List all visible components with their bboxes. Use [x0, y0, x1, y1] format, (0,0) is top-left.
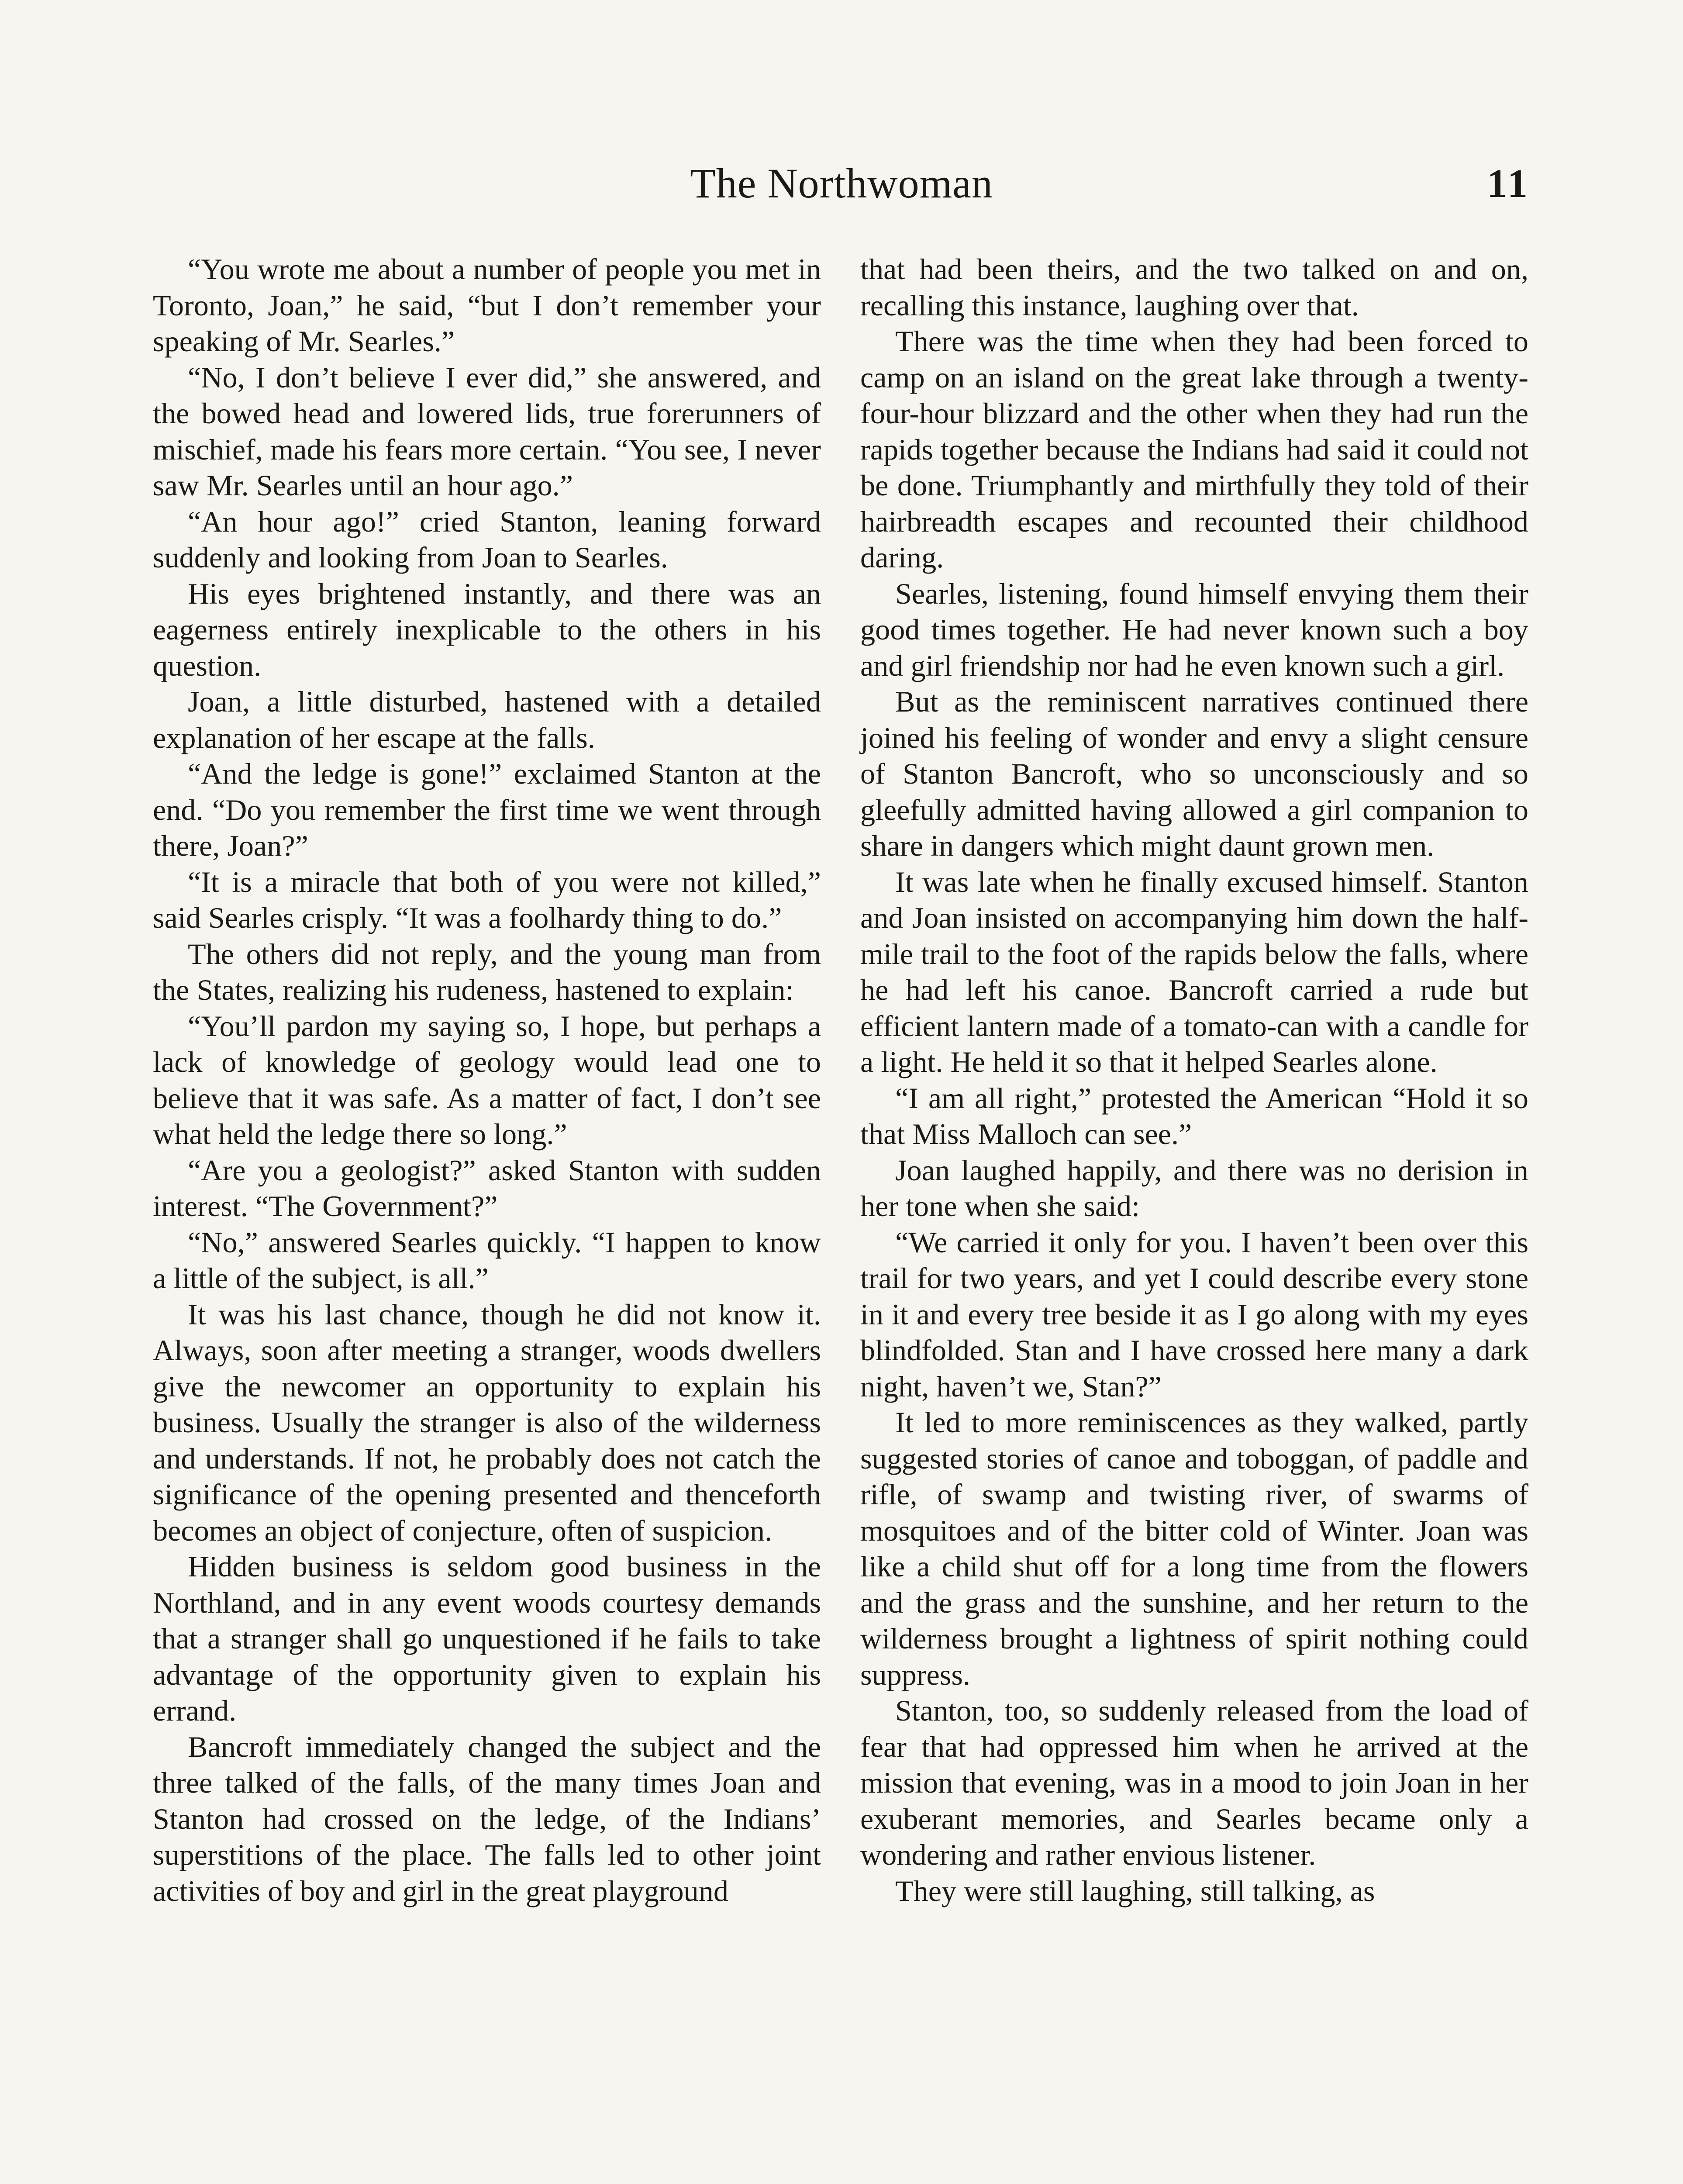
- paragraph: Stanton, too, so suddenly released from the load of fear that had oppressed him when he arrived at the mission that evening, was in a mood to join Joan in her exuberant memories, and Searles became only a wondering and rather envious listener.: [860, 1694, 1528, 1871]
- paragraph: Bancroft immediately changed the subject and the three talked of the falls, of the many times Joan and Stanton had crossed on the ledge, of the Indians’ superstitions of the place. The falls led to other joint activities of boy and girl in the great playground: [153, 1730, 821, 1908]
- paragraph: The others did not reply, and the young man from the States, realizing his rudeness, hastened to explain:: [153, 937, 821, 1006]
- paragraph: It was his last chance, though he did not know it. Always, soon after meeting a stranger, woods dwellers give the newcomer an opportunity to explain his business. Usually the stranger is also of the wilderness and understands. If not, he probably does not catch the significance of the opening presented and thenceforth becomes an object of conjecture, often of suspicion.: [153, 1297, 821, 1547]
- running-head: [0, 157, 1683, 227]
- page-title: The Northwoman: [690, 160, 993, 207]
- paragraph: But as the reminiscent narratives continued there joined his feeling of wonder and envy a slight censure of Stanton Bancroft, who so unconsciously and so gleefully admitted having allowed a girl companion to share in dangers which might daunt grown men.: [860, 685, 1528, 862]
- paragraph: Searles, listening, found himself envying them their good times together. He had never known such a boy and girl friendship nor had he even known such a girl.: [860, 577, 1528, 682]
- paragraph: “You wrote me about a number of people you met in Toronto, Joan,” he said, “but I don’t remember your speaking of Mr. Searles.”: [153, 252, 821, 358]
- paragraph: “I am all right,” protested the American “Hold it so that Miss Malloch can see.”: [860, 1081, 1528, 1151]
- paragraph: “And the ledge is gone!” exclaimed Stanton at the end. “Do you remember the first time we went through there, Joan?”: [153, 757, 821, 862]
- paragraph: They were still laughing, still talking, as: [895, 1874, 1375, 1908]
- paragraph: “We carried it only for you. I haven’t been over this trail for two years, and yet I could describe every stone in it and every tree beside it as I go along with my eyes blindfolded. Stan and I have crossed here many a dark night, haven’t we, Stan?”: [860, 1225, 1528, 1403]
- paragraph: “No,” answered Searles quickly. “I happen to know a little of the subject, is all.”: [153, 1225, 821, 1295]
- paragraph: Hidden business is seldom good business in the Northland, and in any event woods courtesy demands that a stranger shall go unquestioned if he fails to take advantage of the opportunity given to explain his errand.: [153, 1550, 821, 1727]
- paragraph: “Are you a geologist?” asked Stanton with sudden interest. “The Government?”: [153, 1153, 821, 1223]
- paragraph: “An hour ago!” cried Stanton, leaning forward suddenly and looking from Joan to Searles.: [153, 505, 821, 574]
- paragraph: “You’ll pardon my saying so, I hope, but perhaps a lack of knowledge of geology would lead one to believe that it was safe. As a matter of fact, I don’t see what held the ledge there so long.”: [153, 1009, 821, 1151]
- paragraph: “It is a miracle that both of you were not killed,” said Searles crisply. “It was a foolhardy thing to do.”: [153, 865, 821, 934]
- paragraph: Joan laughed happily, and there was no derision in her tone when she said:: [860, 1153, 1528, 1223]
- text-column-right: [860, 251, 1528, 1909]
- paragraph: It was late when he finally excused himself. Stanton and Joan insisted on accompanying him down the half-mile trail to the foot of the rapids below the falls, where he had left his canoe. Bancroft carried a rude but efficient lantern made of a tomato-can with a candle for a light. He held it so that it helped Searles alone.: [860, 865, 1528, 1078]
- text-column-left: [153, 251, 821, 1909]
- paragraph: It led to more reminiscences as they walked, partly suggested stories of canoe and toboggan, of paddle and rifle, of swamp and twisting river, of swarms of mosquitoes and of the bitter cold of Winter. Joan was like a child shut off for a long time from the flowers and the grass and the sunshine, and her return to the wilderness brought a lightness of spirit nothing could suppress.: [860, 1406, 1528, 1691]
- paragraph: that had been theirs, and the two talked on and on, recalling this instance, laughing over that.: [860, 252, 1528, 322]
- paragraph: “No, I don’t believe I ever did,” she answered, and the bowed head and lowered lids, true forerunners of mischief, made his fears more certain. “You see, I never saw Mr. Searles until an hour ago.”: [153, 360, 821, 502]
- page-number: 11: [1487, 161, 1530, 206]
- paragraph: There was the time when they had been forced to camp on an island on the great lake through a twenty-four-hour blizzard and the other when they had run the rapids together because the Indians had said it could not be done. Triumphantly and mirthfully they told of their hairbreadth escapes and recounted their childhood daring.: [860, 325, 1528, 574]
- paragraph: His eyes brightened instantly, and there was an eagerness entirely inexplicable to the others in his question.: [153, 577, 821, 682]
- paragraph: Joan, a little disturbed, hastened with a detailed explanation of her escape at the falls.: [153, 685, 821, 754]
